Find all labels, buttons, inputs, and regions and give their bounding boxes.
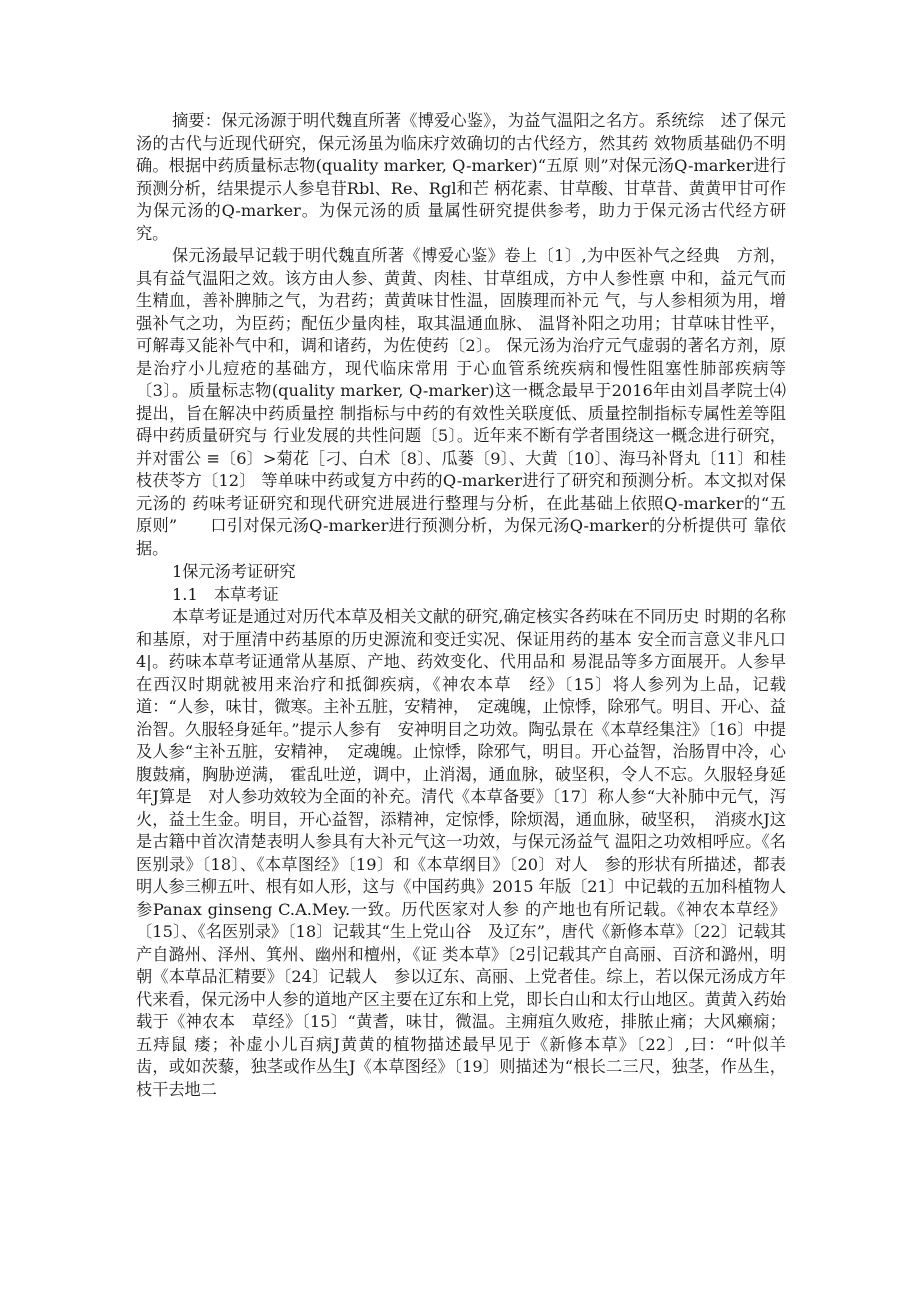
intro-paragraph: 保元汤最早记载于明代魏直所著《博爱心鉴》卷上〔1〕,为中医补气之经典 方剂，具有益气温阳之效。该方由人参、黄黄、肉桂、甘草组成，方中人参性禀 中和，益元气而生精血，善补脾肺之气，为君药；黄黄味甘性温，固腠理而补元 气，与人参相须为用，增强补气之功，为臣药；配伍少量肉桂，取其温通血脉、 温肾补阳之功用；甘草味甘性平，可解毒又能补气中和，调和诸药，为佐使药〔2〕。 保元汤为治疗元气虚弱的著名方剂，原是治疗小儿痘疮的基础方，现代临床常用 于心血管系统疾病和慢性阻塞性肺部疾病等〔3〕。质量标志物(quality marker, Q-marker)这一概念最早于2016年由刘昌孝院士⑷提出，旨在解决中药质量控 制指标与中药的有效性关联度低、质量控制指标专属性差等阻碍中药质量研究与 行业发展的共性问题〔5〕。近年来不断有学者围绕这一概念进行研究，并对雷公 ≡〔6〕>菊花［刁、白术〔8〕、瓜蒌〔9〕、大黄〔10〕、海马补肾丸〔11〕和桂枝茯苓方〔12〕 等单味中药或复方中药的Q-marker进行了研究和预测分析。本文拟对保元汤的 药味考证研究和现代研究进展进行整理与分析，在此基础上依照Q-marker的“五 原则” 口引对保元汤Q-marker进行预测分析，为保元汤Q-marker的分析提供可 靠依据。 bbox=[136, 246, 803, 558]
section-heading: 1保元汤考证研究 bbox=[172, 562, 296, 581]
document-body bbox=[136, 110, 803, 1101]
abstract-paragraph: 摘要：保元汤源于明代魏直所著《博爱心鉴》，为益气温阳之名方。系统综 述了保元汤的古代与近现代研究，保元汤虽为临床疗效确切的古代经方，然其药 效物质基础仍不明确。根据中药质量标志物(quality marker, Q-marker)“五原 则”对保元汤Q-marker进行预测分析，结果提示人参皂苷Rbl、Re、Rgl和芒 柄花素、甘草酸、甘草昔、黄黄甲甘可作为保元汤的Q-marker。为保元汤的质 量属性研究提供参考，助力于保元汤古代经方研究。 bbox=[136, 111, 786, 243]
subsection-heading: 1.1 本草考证 bbox=[172, 585, 279, 604]
herbal-textual-research-paragraph: 本草考证是通过对历代本草及相关文献的研究,确定核实各药味在不同历史 时期的名称和基原，对于厘清中药基原的历史源流和变迁实况、保证用药的基本 安全而言意义非凡口4|。药味本草考证通常从基原、产地、药效变化、代用品和 易混品等多方面展开。人参早在西汉时期就被用来治疗和抵御疾病，《神农本草 经》〔15〕将人参列为上品，记载道：“人参，味甘，微寒。主补五脏，安精神， 定魂魄，止惊悸，除邪气。明目、开心、益治智。久服轻身延年。”提示人参有 安神明目之功效。陶弘景在《本草经集注》〔16〕中提及人参“主补五脏，安精神， 定魂魄。止惊悸，除邪气，明目。开心益智，治肠胃中冷，心腹鼓痛，胸胁逆满， 霍乱吐逆，调中，止消渴，通血脉，破坚积，令人不忘。久服轻身延年J算是 对人参功效较为全面的补充。清代《本草备要》〔17〕称人参“大补肺中元气，泻 火，益土生金。明目，开心益智，添精神，定惊悸，除烦渴，通血脉，破坚积， 消痰水J这是古籍中首次清楚表明人参具有大补元气这一功效，与保元汤益气 温阳之功效相呼应。《名医别录》〔18〕、《本草图经》〔19〕和《本草纲目》〔20〕对人 参的形状有所描述，都表明人参三柳五叶、根有如人形，这与《中国药典》2015 年版〔21〕中记载的五加科植物人参Panax ginseng C.A.Mey.一致。历代医家对人参 的产地也有所记载。《神农本草经》〔15〕、《名医别录》〔18〕记载其“生上党山谷 及辽东”，唐代《新修本草》〔22〕记载其产自潞州、泽州、箕州、幽州和檀州，《证 类本草》〔2引记载其产自高丽、百济和潞州，明朝《本草品汇精要》〔24〕记载人 参以辽东、高丽、上党者佳。综上，若以保元汤成方年代来看，保元汤中人参的道地产区主要在辽东和上党，即长白山和太行山地区。黄黄入药始载于《神农本 草经》〔15〕“黄耆，味甘，微温。主痈疽久败疮，排脓止痛；大风癞痫；五痔鼠 瘘；补虚小儿百病J黄黄的植物描述最早见于《新修本草》〔22〕,曰：“叶似羊 齿，或如茨藜，独茎或作丛生J《本草图经》〔19〕则描述为“根长二三尺，独茎，作丛生，枝干去地二 bbox=[136, 607, 803, 1099]
